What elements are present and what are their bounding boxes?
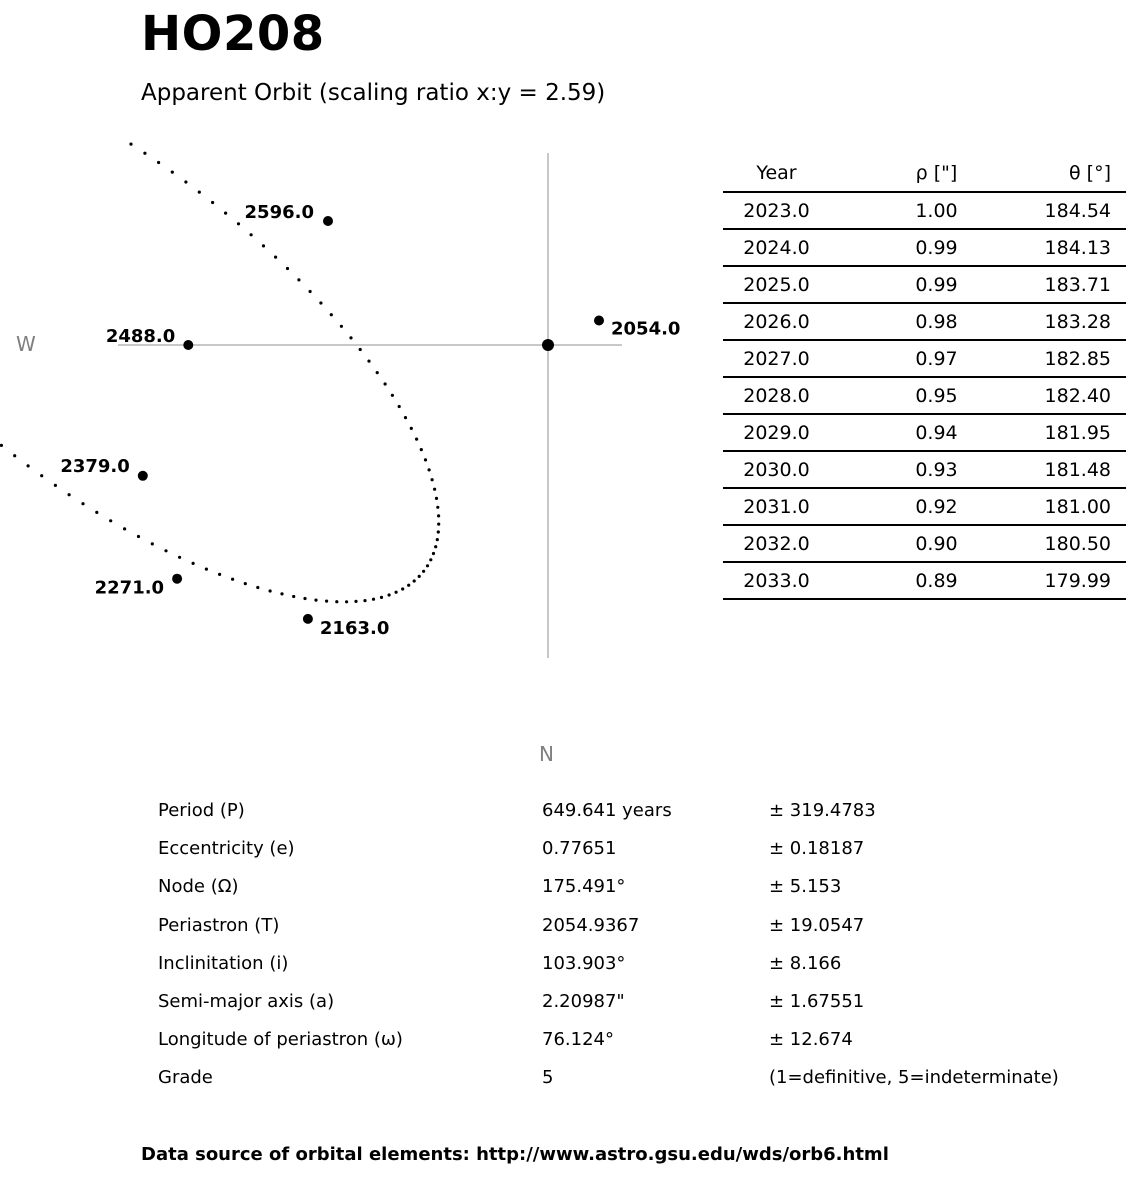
orbit-dot	[395, 591, 398, 594]
orbit-dot	[269, 589, 272, 592]
orbit-dot	[237, 222, 240, 225]
orbit-dot	[437, 523, 440, 526]
orbit-dot	[367, 360, 370, 363]
epoch-label: 2163.0	[319, 617, 390, 639]
orbit-dot	[256, 586, 259, 589]
year-cell: 2033.0	[723, 562, 830, 599]
epoch-markers	[60, 202, 680, 639]
orbit-dot	[420, 448, 423, 451]
orbit-dot	[434, 545, 437, 548]
element-error: ± 12.674	[769, 1029, 853, 1051]
orbit-dot	[54, 484, 57, 487]
theta-cell: 181.48	[1043, 451, 1126, 488]
orbit-dot	[432, 552, 435, 555]
theta-cell: 182.85	[1043, 340, 1126, 377]
element-error: ± 319.4783	[769, 800, 876, 821]
orbit-dot	[309, 290, 312, 293]
year-cell: 2030.0	[723, 451, 830, 488]
orbit-dot	[436, 538, 439, 541]
element-name: Grade	[158, 1067, 213, 1089]
rho-header: ρ ["]	[830, 155, 1043, 192]
orbit-dot	[431, 478, 434, 481]
orbit-dot	[354, 600, 357, 603]
orbit-dot	[415, 438, 418, 441]
year-cell: 2028.0	[723, 377, 830, 414]
rho-cell: 0.98	[830, 303, 1043, 340]
orbit-dot	[391, 394, 394, 397]
table-row	[723, 562, 1126, 599]
orbit-dot	[433, 488, 436, 491]
orbit-dot	[95, 511, 98, 514]
year-cell: 2024.0	[723, 229, 830, 266]
orbit-dot	[27, 464, 30, 467]
element-value: 5	[542, 1067, 554, 1089]
orbit-dot	[428, 468, 431, 471]
element-error: ± 5.153	[769, 876, 842, 898]
orbit-dot	[13, 454, 16, 457]
epoch-label: 2054.0	[611, 318, 681, 340]
table-row	[723, 488, 1126, 525]
epoch-marker	[183, 340, 193, 350]
orbit-dot	[198, 191, 201, 194]
element-value: 2054.9367	[542, 914, 640, 936]
table-row	[723, 525, 1126, 562]
element-value: 2.20987"	[542, 990, 625, 1012]
epoch-label: 2596.0	[244, 202, 314, 223]
orbit-dot	[380, 596, 383, 599]
theta-cell: 182.40	[1043, 377, 1126, 414]
orbit-plot	[0, 140, 700, 670]
theta-cell: 183.28	[1043, 303, 1126, 340]
orbit-dot	[164, 549, 167, 552]
orbit-dot	[436, 506, 439, 509]
rho-cell: 0.97	[830, 340, 1043, 377]
theta-cell: 184.54	[1043, 192, 1126, 229]
orbit-dot	[280, 592, 283, 595]
orbit-dot	[137, 535, 140, 538]
theta-cell: 181.00	[1043, 488, 1126, 525]
element-name: Semi-major axis (a)	[158, 990, 335, 1012]
orbit-dot	[68, 493, 71, 496]
orbit-dot	[418, 575, 421, 578]
orbit-dot	[218, 573, 221, 576]
orbit-dot	[224, 212, 227, 215]
north-label: N	[539, 742, 554, 766]
element-error: (1=definitive, 5=indeterminate)	[769, 1067, 1059, 1089]
orbit-dot	[384, 382, 387, 385]
table-row	[723, 266, 1126, 303]
table-row	[723, 451, 1126, 488]
orbit-dot	[413, 579, 416, 582]
rho-cell: 0.89	[830, 562, 1043, 599]
orbit-dot	[424, 458, 427, 461]
epoch-marker	[303, 614, 313, 624]
epoch-marker	[172, 574, 182, 584]
table-row	[723, 377, 1126, 414]
orbit-dot	[205, 568, 208, 571]
primary-star-marker	[542, 339, 554, 351]
epoch-label: 2488.0	[105, 326, 176, 347]
theta-cell: 179.99	[1043, 562, 1126, 599]
orbit-dot	[231, 578, 234, 581]
orbit-dot	[398, 405, 401, 408]
year-cell: 2026.0	[723, 303, 830, 340]
element-value: 76.124°	[542, 1029, 614, 1051]
year-cell: 2027.0	[723, 340, 830, 377]
rho-cell: 0.93	[830, 451, 1043, 488]
theta-cell: 180.50	[1043, 525, 1126, 562]
orbit-dot	[422, 570, 425, 573]
epoch-label: 2271.0	[94, 577, 165, 599]
orbit-dot	[340, 325, 343, 328]
theta-header: θ [°]	[1043, 155, 1126, 192]
orbit-dot	[359, 348, 362, 351]
epoch-marker	[138, 471, 148, 481]
theta-cell: 181.95	[1043, 414, 1126, 451]
orbit-dot	[404, 416, 407, 419]
orbit-dot	[171, 171, 174, 174]
year-cell: 2031.0	[723, 488, 830, 525]
rho-cell: 0.99	[830, 229, 1043, 266]
epoch-marker	[323, 216, 333, 226]
orbit-dot	[435, 497, 438, 500]
element-name: Longitude of periastron (ω)	[158, 1029, 403, 1051]
orbit-dot	[330, 313, 333, 316]
orbit-dot	[410, 427, 413, 430]
element-name: Eccentricity (e)	[158, 838, 295, 860]
orbit-dot	[178, 556, 181, 559]
ephemeris-table	[723, 155, 1126, 600]
orbit-dot	[129, 143, 132, 146]
element-name: Periastron (T)	[158, 914, 280, 936]
orbit-dot	[314, 599, 317, 602]
orbit-dot	[319, 301, 322, 304]
orbit-dot	[297, 278, 300, 281]
orbit-dot	[40, 474, 43, 477]
orbit-dot	[303, 597, 306, 600]
chart-subtitle: Apparent Orbit (scaling ratio x:y = 2.59)	[141, 80, 606, 106]
element-value: 103.903°	[542, 952, 626, 974]
element-name: Period (P)	[158, 800, 245, 821]
orbit-dot	[407, 584, 410, 587]
orbit-dot	[244, 582, 247, 585]
orbit-dot	[262, 244, 265, 247]
orbit-dot	[388, 593, 391, 596]
year-cell: 2025.0	[723, 266, 830, 303]
orbit-dot	[437, 530, 440, 533]
table-row	[723, 303, 1126, 340]
chart-title: HO208	[141, 6, 325, 62]
orbit-dot	[335, 600, 338, 603]
year-cell: 2029.0	[723, 414, 830, 451]
epoch-marker	[594, 316, 604, 326]
orbit-dot	[211, 201, 214, 204]
table-row	[723, 414, 1126, 451]
theta-cell: 184.13	[1043, 229, 1126, 266]
element-name: Inclinitation (i)	[158, 952, 289, 974]
element-error: ± 8.166	[769, 952, 842, 974]
orbit-dot	[123, 527, 126, 530]
rho-cell: 0.99	[830, 266, 1043, 303]
orbit-dot	[143, 152, 146, 155]
orbit-dot	[0, 444, 3, 447]
orbit-dot	[250, 233, 253, 236]
epoch-label: 2379.0	[60, 455, 130, 477]
orbit-dot	[274, 256, 277, 259]
orbit-dot	[292, 595, 295, 598]
west-label: W	[16, 332, 36, 356]
orbit-dot	[151, 542, 154, 545]
orbit-dot	[157, 161, 160, 164]
orbit-dot	[363, 599, 366, 602]
orbit-dot	[109, 519, 112, 522]
theta-cell: 183.71	[1043, 266, 1126, 303]
orbit-dot	[81, 502, 84, 505]
element-error: ± 1.67551	[769, 990, 865, 1012]
orbit-dot	[325, 600, 328, 603]
orbit-dot	[426, 564, 429, 567]
element-error: ± 0.18187	[769, 838, 865, 860]
ephemeris-header-row	[723, 155, 1126, 192]
element-value: 175.491°	[542, 876, 626, 898]
rho-cell: 0.92	[830, 488, 1043, 525]
orbit-dot	[429, 558, 432, 561]
orbit-dot	[437, 514, 440, 517]
orbit-dot	[192, 562, 195, 565]
orbit-dot	[345, 600, 348, 603]
orbit-dot	[286, 267, 289, 270]
year-cell: 2032.0	[723, 525, 830, 562]
orbit-dot	[349, 336, 352, 339]
rho-cell: 0.90	[830, 525, 1043, 562]
year-header: Year	[723, 155, 830, 192]
rho-cell: 0.94	[830, 414, 1043, 451]
orbit-path	[0, 140, 440, 603]
year-cell: 2023.0	[723, 192, 830, 229]
data-source-footer: Data source of orbital elements: http://www.astro.gsu.edu/wds/orb6.html	[141, 1144, 889, 1165]
orbit-dot	[376, 371, 379, 374]
orbit-dot	[184, 180, 187, 183]
element-value: 0.77651	[542, 838, 617, 860]
orbit-dot	[372, 598, 375, 601]
table-row	[723, 229, 1126, 266]
element-error: ± 19.0547	[769, 914, 865, 936]
rho-cell: 0.95	[830, 377, 1043, 414]
element-value: 649.641 years	[542, 800, 672, 821]
table-row	[723, 192, 1126, 229]
table-row	[723, 340, 1126, 377]
element-name: Node (Ω)	[158, 876, 239, 898]
rho-cell: 1.00	[830, 192, 1043, 229]
orbit-dot	[401, 587, 404, 590]
